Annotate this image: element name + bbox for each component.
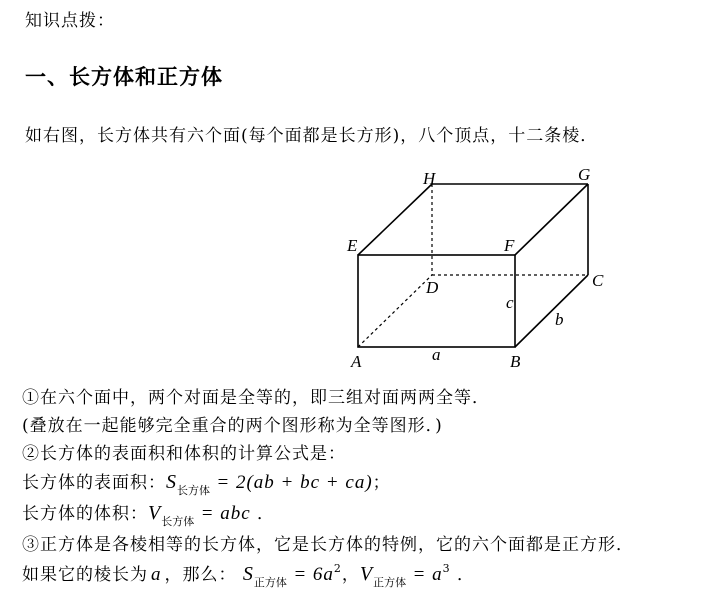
volume-end: ． (257, 504, 276, 524)
point-1: ①在六个面中，两个对面是全等的，即三组对面两两全等． (22, 388, 490, 408)
surface-area-label: 长方体的表面积： (22, 473, 166, 493)
vertex-label-B: B (510, 352, 521, 371)
edge-F-G (515, 184, 588, 255)
section-label: 知识点拨： (25, 11, 115, 31)
volume-expression: = abc (200, 503, 251, 524)
cube-area-symbol: S (242, 563, 254, 585)
cube-volume-symbol: V (359, 563, 374, 585)
edge-label-a: a (432, 345, 441, 364)
point-1-note: (叠放在一起能够完全重合的两个图形称为全等图形．) (22, 416, 443, 436)
point-3: ③正方体是各棱相等的长方体，它是长方体的特例，它的六个面都是正方形． (22, 535, 634, 555)
edge-E-H (358, 184, 432, 255)
surface-area-end: ； (372, 473, 391, 493)
cube-area-exponent: 2 (333, 562, 342, 575)
vertex-label-E: E (347, 236, 358, 255)
vertex-label-C: C (592, 271, 604, 290)
cube-edge-symbol: a (151, 564, 162, 585)
surface-area-symbol: S (166, 471, 177, 493)
cube-end: ． (457, 565, 475, 585)
front-face (358, 255, 515, 347)
cube-volume-exponent: 3 (442, 562, 451, 575)
point-2: ②长方体的表面积和体积的计算公式是： (22, 444, 346, 464)
volume-symbol: V (148, 502, 162, 524)
edge-B-C (515, 275, 588, 347)
vertex-label-F: F (504, 236, 515, 255)
section-title: 一、长方体和正方体 (25, 65, 223, 89)
vertex-label-H: H (423, 169, 436, 188)
vertex-label-A: A (351, 352, 362, 371)
cube-area-subscript: 正方体 (253, 576, 287, 589)
cube-formula (22, 563, 475, 588)
volume-formula (22, 502, 275, 527)
hidden-edge-A-D (358, 275, 432, 347)
cube-volume-subscript: 正方体 (373, 576, 407, 589)
vertex-label-D: D (426, 278, 439, 297)
vertex-label-G: G (578, 165, 591, 184)
cube-area-expression: = 6a (293, 564, 334, 585)
surface-area-expression: = 2(ab + bc + ca) (216, 472, 373, 493)
surface-area-subscript: 长方体 (177, 484, 210, 497)
edge-label-b: b (555, 310, 564, 329)
edge-label-c: c (506, 293, 514, 312)
volume-subscript: 长方体 (161, 515, 195, 528)
volume-label: 长方体的体积： (22, 504, 148, 524)
surface-area-formula (22, 471, 391, 496)
cube-prefix: 如果它的棱长为 (22, 565, 148, 585)
intro-paragraph: 如右图，长方体共有六个面(每个面都是长方形)，八个顶点，十二条棱． (25, 126, 599, 146)
cube-volume-expression: = a (412, 564, 443, 585)
cube-separator: ， (341, 565, 360, 585)
cube-mid: ，那么： (164, 565, 237, 585)
